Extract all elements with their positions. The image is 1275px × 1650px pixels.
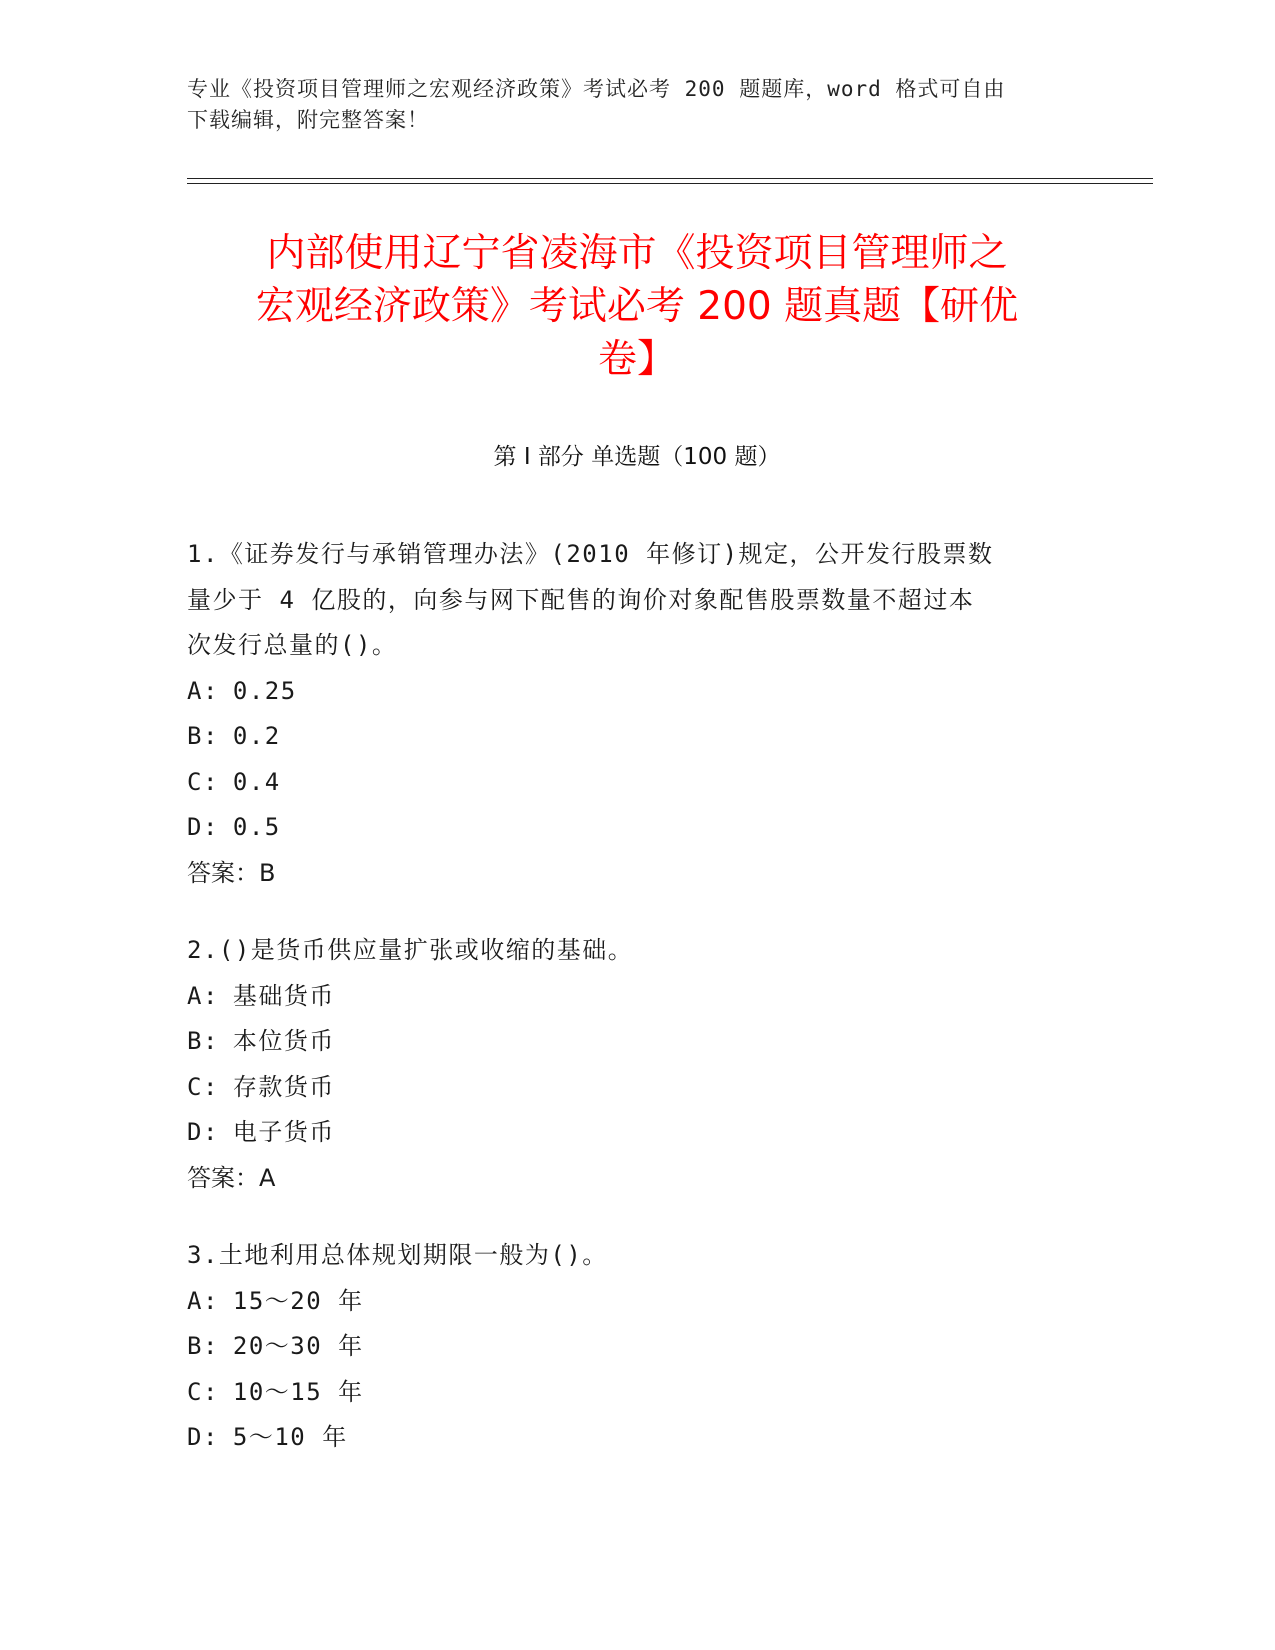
header-rule-top bbox=[187, 178, 1153, 179]
question-1 bbox=[187, 532, 1067, 896]
document-title bbox=[187, 227, 1087, 386]
option-a bbox=[187, 974, 1067, 1020]
option-text: 存款货币 bbox=[232, 1072, 335, 1101]
document-title-line-1: 内部使用辽宁省凌海市《投资项目管理师之 bbox=[266, 231, 1008, 276]
option-letter: B: bbox=[187, 1027, 219, 1055]
section-title: 第 I 部分 单选题（100 题） bbox=[493, 444, 781, 470]
option-letter: B: bbox=[187, 1332, 219, 1360]
header-note-line-1: 专业《投资项目管理师之宏观经济政策》考试必考 200 题题库，word 格式可自由 bbox=[187, 77, 1006, 101]
option-letter: D: bbox=[187, 1423, 219, 1451]
document-title-line-2: 宏观经济政策》考试必考 200 题真题【研优 bbox=[255, 284, 1019, 329]
question-stem-line: 2.()是货币供应量扩张或收缩的基础。 bbox=[187, 936, 634, 964]
option-letter: C: bbox=[187, 1072, 219, 1101]
option-letter: A: bbox=[187, 676, 219, 705]
question-stem-line: 量少于 4 亿股的，向参与网下配售的询价对象配售股票数量不超过本 bbox=[187, 585, 975, 614]
option-text: 基础货币 bbox=[232, 981, 335, 1010]
option-text: 电子货币 bbox=[232, 1118, 335, 1146]
option-d bbox=[187, 1110, 1067, 1156]
question-3 bbox=[187, 1233, 1067, 1461]
question-stem-line: 1.《证券发行与承销管理办法》(2010 年修订)规定，公开发行股票数 bbox=[187, 540, 994, 568]
question-list bbox=[187, 532, 1067, 1493]
header-note bbox=[187, 74, 1067, 136]
header-rule-bottom bbox=[187, 183, 1153, 184]
option-c bbox=[187, 760, 1067, 806]
header-note-line-2: 下载编辑，附完整答案！ bbox=[187, 108, 429, 132]
option-text: 本位货币 bbox=[232, 1027, 335, 1055]
option-text: 20～30 年 bbox=[232, 1332, 364, 1360]
answer-label: 答案：A bbox=[187, 1163, 276, 1192]
option-letter: B: bbox=[187, 722, 219, 750]
option-text: 0.2 bbox=[232, 722, 281, 750]
option-text: 0.5 bbox=[232, 813, 281, 841]
option-c bbox=[187, 1065, 1067, 1111]
option-letter: C: bbox=[187, 767, 219, 796]
option-text: 5～10 年 bbox=[232, 1423, 348, 1451]
option-letter: D: bbox=[187, 813, 219, 841]
option-b bbox=[187, 1019, 1067, 1065]
question-2 bbox=[187, 928, 1067, 1201]
question-stem-line: 次发行总量的()。 bbox=[187, 631, 398, 659]
option-b bbox=[187, 714, 1067, 760]
option-letter: A: bbox=[187, 1286, 219, 1315]
option-c bbox=[187, 1370, 1067, 1416]
option-text: 0.25 bbox=[232, 676, 297, 705]
option-text: 15～20 年 bbox=[232, 1286, 364, 1315]
option-text: 10～15 年 bbox=[232, 1377, 364, 1406]
option-text: 0.4 bbox=[232, 767, 281, 796]
option-letter: D: bbox=[187, 1118, 219, 1146]
option-letter: A: bbox=[187, 981, 219, 1010]
document-title-line-3: 卷】 bbox=[597, 337, 676, 382]
answer-label: 答案：B bbox=[187, 858, 276, 887]
option-a bbox=[187, 1279, 1067, 1325]
option-d bbox=[187, 1415, 1067, 1461]
option-d bbox=[187, 805, 1067, 851]
option-a bbox=[187, 669, 1067, 715]
option-b bbox=[187, 1324, 1067, 1370]
question-stem-line: 3.土地利用总体规划期限一般为()。 bbox=[187, 1241, 608, 1269]
option-letter: C: bbox=[187, 1377, 219, 1406]
